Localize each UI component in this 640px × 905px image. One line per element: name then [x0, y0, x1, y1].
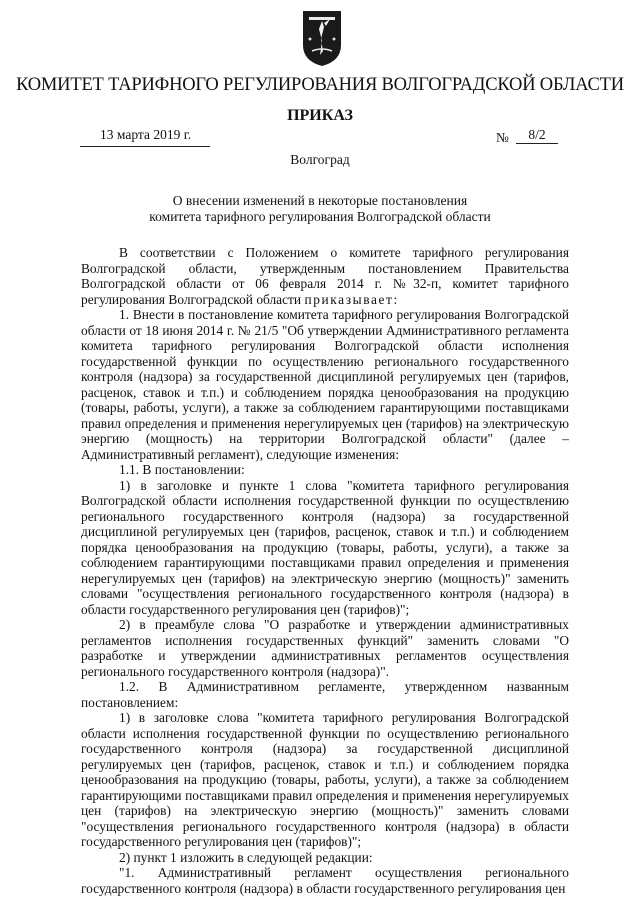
- coat-of-arms-emblem-icon: [300, 9, 344, 67]
- subject-line-2: комитета тарифного регулирования Волгоградской области: [149, 209, 491, 224]
- paragraph-1-1-2: 2) в преамбуле слова "О разработке и утверждении административных регламентов исполнения государственных функций" заменить словами "О разработке и утверждении административных регламентов осуществления регионального государственного контроля (надзора)".: [81, 617, 569, 679]
- paragraph-1-1: 1.1. В постановлении:: [119, 462, 245, 477]
- document-city: Волгоград: [290, 152, 350, 167]
- document-date: 13 марта 2019 г.: [100, 127, 192, 142]
- paragraph-1-2-1: 1) в заголовке слова "комитета тарифного регулирования Волгоградской области исполнения государственной функции по осуществлению регионального государственного контроля (надзора) за государственной дисциплиной регулируемых цен (тарифов, расценок, ставок и т.п.) и соблюдением порядка ценообразования на продукцию (товары, работы, услуги), а также за соблюдением гарантирующими поставщиками правил определения и применения нерегулируемых цен (тарифов) на электрическую энергию (мощность)" заменить словами "осуществления регионального государственного контроля (надзора) в области государственного регулирования цен (тарифов)";: [81, 710, 569, 849]
- paragraph-1: 1. Внести в постановление комитета тарифного регулирования Волгоградской области от 18 июня 2014 г. № 21/5 "Об утверждении Административного регламента комитета тарифного регулирования Волгоградской области исполнения государственной функции по осуществлению регионального государственного контроля (надзора) за государственной дисциплиной регулируемых цен (тарифов, расценок, ставок и т.п.) и соблюдением порядка ценообразования на продукцию (товары, работы, услуги), а также за соблюдением гарантирующими поставщиками правил определения и применения нерегулируемых цен (тарифов) на электрическую энергию (мощность) на территории Волгоградской области" (далее – Административный регламент), следующие изменения:: [81, 307, 569, 462]
- organization-title: КОМИТЕТ ТАРИФНОГО РЕГУЛИРОВАНИЯ ВОЛГОГРАДСКОЙ ОБЛАСТИ: [16, 75, 624, 95]
- date-underline: [80, 146, 210, 147]
- subject-line-1: О внесении изменений в некоторые постановления: [172, 193, 468, 208]
- intro-order-word: приказывает:: [304, 291, 399, 307]
- document-body: [81, 245, 569, 896]
- intro-paragraph: [81, 245, 569, 307]
- document-number: 8/2: [516, 127, 558, 144]
- paragraph-1-2: 1.2. В Административном регламенте, утвержденном названным постановлением:: [81, 679, 569, 710]
- number-label: №: [496, 130, 509, 145]
- document-type-title: ПРИКАЗ: [287, 107, 353, 124]
- paragraph-1-2-2-text: "1. Административный регламент осуществления регионального государственного контроля (надзора) в области государственного регулирования цен: [81, 865, 569, 896]
- paragraph-1-1-1: 1) в заголовке и пункте 1 слова "комитета тарифного регулирования Волгоградской области исполнения государственной функции по осуществлению регионального государственного контроля (надзора) за государственной дисциплиной регулируемых цен (тарифов, расценок, ставок и т.п.) и соблюдением порядка ценообразования на продукцию (товары, работы, услуги), а также за соблюдением гарантирующими поставщиками правил определения и применения нерегулируемых цен (тарифов) на электрическую энергию (мощность)" заменить словами "осуществления регионального государственного контроля (надзора) в области государственного регулирования цен (тарифов)";: [81, 477, 569, 617]
- paragraph-1-2-2: 2) пункт 1 изложить в следующей редакции:: [119, 849, 373, 865]
- intro-text: В соответствии с Положением о комитете тарифного регулирования Волгоградской области, утвержденным постановлением Правительства Волгоградской области от 06 февраля 2014 г. №32-п, комитет тарифного регулирования Волгоградской области: [81, 245, 569, 307]
- document-subject: [0, 193, 640, 225]
